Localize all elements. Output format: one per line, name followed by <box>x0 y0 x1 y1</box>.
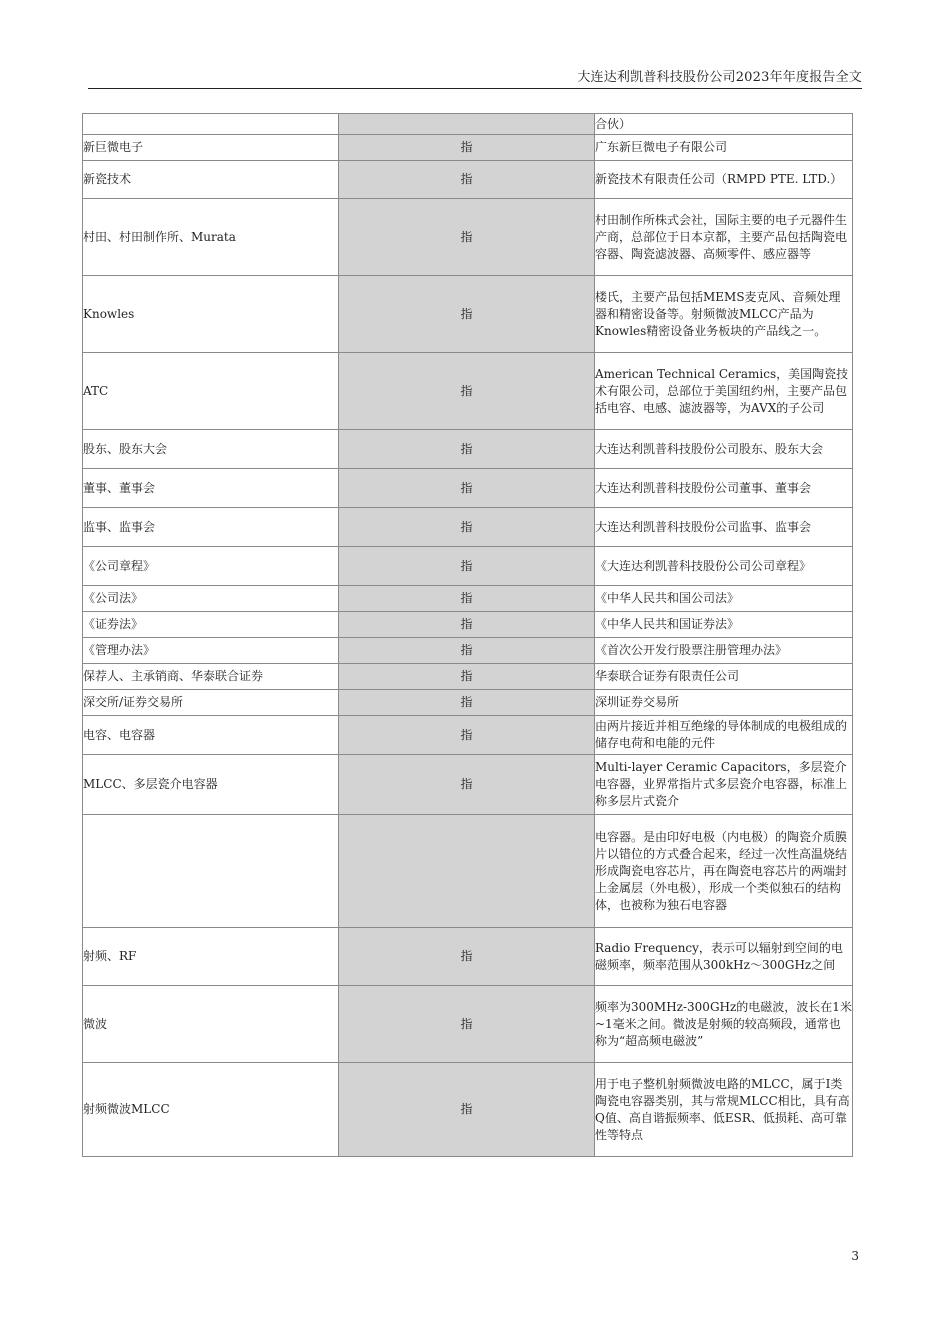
desc-cell: Radio Frequency，表示可以辐射到空间的电磁频率，频率范围从300kHz～300GHz之间 <box>595 928 853 986</box>
table-row <box>83 638 853 664</box>
desc-cell: 大连达利凯普科技股份公司股东、股东大会 <box>595 430 853 469</box>
term-cell: 电容、电容器 <box>83 716 339 755</box>
term-cell: 新瓷技术 <box>83 161 339 199</box>
term-cell: 新巨微电子 <box>83 135 339 161</box>
term-cell <box>83 815 339 928</box>
table-row <box>83 276 853 353</box>
page-header <box>88 64 862 89</box>
table-row <box>83 612 853 638</box>
desc-cell: 深圳证券交易所 <box>595 690 853 716</box>
table-row <box>83 430 853 469</box>
desc-cell: 广东新巨微电子有限公司 <box>595 135 853 161</box>
ref-cell: 指 <box>339 135 595 161</box>
desc-cell: 《首次公开发行股票注册管理办法》 <box>595 638 853 664</box>
desc-cell: 《中华人民共和国证券法》 <box>595 612 853 638</box>
desc-cell: 楼氏，主要产品包括MEMS麦克风、音频处理器和精密设备等。射频微波MLCC产品为Knowles精密设备业务板块的产品线之一。 <box>595 276 853 353</box>
table-row <box>83 353 853 430</box>
ref-cell: 指 <box>339 469 595 508</box>
desc-cell: 电容器。是由印好电极（内电极）的陶瓷介质膜片以错位的方式叠合起来，经过一次性高温烧结形成陶瓷电容芯片，再在陶瓷电容芯片的两端封上金属层（外电极），形成一个类似独石的结构体，也被称为独石电容器 <box>595 815 853 928</box>
ref-cell: 指 <box>339 986 595 1063</box>
desc-cell: 华泰联合证券有限责任公司 <box>595 664 853 690</box>
ref-cell: 指 <box>339 199 595 276</box>
table-row <box>83 928 853 986</box>
term-cell: 射频、RF <box>83 928 339 986</box>
term-cell: ATC <box>83 353 339 430</box>
table-row <box>83 114 853 135</box>
ref-cell: 指 <box>339 353 595 430</box>
ref-cell <box>339 815 595 928</box>
desc-cell: American Technical Ceramics，美国陶瓷技术有限公司，总部位于美国纽约州，主要产品包括电容、电感、滤波器等，为AVX的子公司 <box>595 353 853 430</box>
term-cell: 微波 <box>83 986 339 1063</box>
term-cell: 射频微波MLCC <box>83 1063 339 1157</box>
table-row <box>83 469 853 508</box>
table-row <box>83 815 853 928</box>
ref-cell: 指 <box>339 638 595 664</box>
table-row <box>83 135 853 161</box>
desc-cell: 村田制作所株式会社，国际主要的电子元器件生产商，总部位于日本京都，主要产品包括陶瓷电容器、陶瓷滤波器、高频零件、感应器等 <box>595 199 853 276</box>
ref-cell: 指 <box>339 664 595 690</box>
term-cell: 股东、股东大会 <box>83 430 339 469</box>
ref-cell: 指 <box>339 928 595 986</box>
table-row <box>83 690 853 716</box>
desc-cell: 合伙） <box>595 114 853 135</box>
table-row <box>83 586 853 612</box>
table-row <box>83 199 853 276</box>
term-cell: Knowles <box>83 276 339 353</box>
term-cell: 董事、董事会 <box>83 469 339 508</box>
desc-cell: 大连达利凯普科技股份公司董事、董事会 <box>595 469 853 508</box>
table-row <box>83 547 853 586</box>
ref-cell: 指 <box>339 612 595 638</box>
table-row <box>83 1063 853 1157</box>
ref-cell: 指 <box>339 430 595 469</box>
ref-cell: 指 <box>339 690 595 716</box>
report-title: 大连达利凯普科技股份公司2023年年度报告全文 <box>577 70 862 85</box>
ref-cell: 指 <box>339 1063 595 1157</box>
desc-cell: Multi-layer Ceramic Capacitors，多层瓷介电容器，业界常指片式多层瓷介电容器，标准上称多层片式瓷介 <box>595 755 853 815</box>
term-cell <box>83 114 339 135</box>
table-row <box>83 508 853 547</box>
table-row <box>83 664 853 690</box>
term-cell: 村田、村田制作所、Murata <box>83 199 339 276</box>
ref-cell: 指 <box>339 276 595 353</box>
ref-cell: 指 <box>339 716 595 755</box>
ref-cell <box>339 114 595 135</box>
term-cell: 深交所/证券交易所 <box>83 690 339 716</box>
desc-cell: 《中华人民共和国公司法》 <box>595 586 853 612</box>
desc-cell: 频率为300MHz-300GHz的电磁波，波长在1米~1毫米之间。微波是射频的较高频段，通常也称为“超高频电磁波” <box>595 986 853 1063</box>
desc-cell: 新瓷技术有限责任公司（RMPD PTE. LTD.） <box>595 161 853 199</box>
desc-cell: 《大连达利凯普科技股份公司公司章程》 <box>595 547 853 586</box>
ref-cell: 指 <box>339 547 595 586</box>
ref-cell: 指 <box>339 161 595 199</box>
term-cell: 《公司法》 <box>83 586 339 612</box>
page-number: 3 <box>851 1249 859 1263</box>
desc-cell: 大连达利凯普科技股份公司监事、监事会 <box>595 508 853 547</box>
term-cell: 监事、监事会 <box>83 508 339 547</box>
table-row <box>83 986 853 1063</box>
ref-cell: 指 <box>339 755 595 815</box>
ref-cell: 指 <box>339 586 595 612</box>
ref-cell: 指 <box>339 508 595 547</box>
term-cell: 《证券法》 <box>83 612 339 638</box>
term-cell: 保荐人、主承销商、华泰联合证券 <box>83 664 339 690</box>
term-cell: 《管理办法》 <box>83 638 339 664</box>
table-row <box>83 755 853 815</box>
desc-cell: 用于电子整机射频微波电路的MLCC，属于Ⅰ类陶瓷电容器类别，其与常规MLCC相比，具有高Q值、高自谐振频率、低ESR、低损耗、高可靠性等特点 <box>595 1063 853 1157</box>
table-row <box>83 161 853 199</box>
definitions-table <box>82 113 853 1157</box>
table-row <box>83 716 853 755</box>
term-cell: MLCC、多层瓷介电容器 <box>83 755 339 815</box>
desc-cell: 由两片接近并相互绝缘的导体制成的电极组成的储存电荷和电能的元件 <box>595 716 853 755</box>
term-cell: 《公司章程》 <box>83 547 339 586</box>
